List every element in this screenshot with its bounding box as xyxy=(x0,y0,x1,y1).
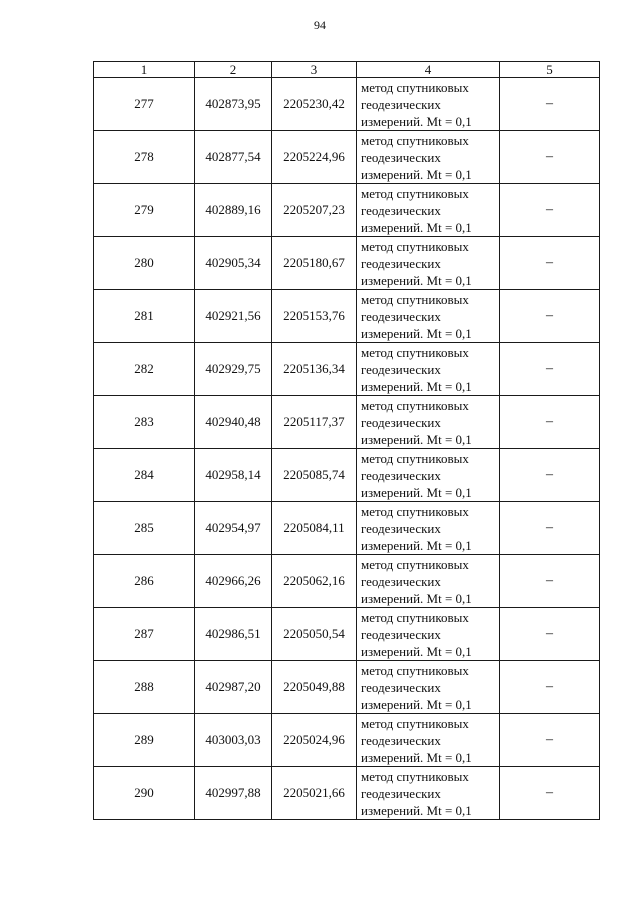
method-line: геодезических xyxy=(361,255,441,271)
point-number-cell: 288 xyxy=(94,661,195,714)
y-coordinate-cell: 2205153,76 xyxy=(272,290,357,343)
y-coordinate-cell: 2205207,23 xyxy=(272,184,357,237)
point-number-cell: 285 xyxy=(94,502,195,555)
coordinates-table xyxy=(93,61,600,820)
table-row xyxy=(94,237,600,290)
x-coordinate-cell: 402997,88 xyxy=(195,767,272,820)
method-line: метод спутниковых xyxy=(361,609,469,625)
point-number-cell: 287 xyxy=(94,608,195,661)
method-cell xyxy=(357,343,500,396)
method-line: измерений. Mt = 0,1 xyxy=(361,749,472,765)
table-header-row xyxy=(94,62,600,78)
table-row xyxy=(94,608,600,661)
note-cell: – xyxy=(500,661,600,714)
y-coordinate-cell: 2205230,42 xyxy=(272,78,357,131)
method-cell xyxy=(357,290,500,343)
point-number-cell: 277 xyxy=(94,78,195,131)
y-coordinate-cell: 2205049,88 xyxy=(272,661,357,714)
method-cell xyxy=(357,502,500,555)
method-line: измерений. Mt = 0,1 xyxy=(361,537,472,553)
method-line: измерений. Mt = 0,1 xyxy=(361,113,472,129)
method-cell xyxy=(357,131,500,184)
note-cell: – xyxy=(500,608,600,661)
table-row xyxy=(94,449,600,502)
point-number-cell: 280 xyxy=(94,237,195,290)
table-row xyxy=(94,396,600,449)
method-line: метод спутниковых xyxy=(361,662,469,678)
method-line: метод спутниковых xyxy=(361,79,469,95)
table-row xyxy=(94,767,600,820)
y-coordinate-cell: 2205084,11 xyxy=(272,502,357,555)
method-line: измерений. Mt = 0,1 xyxy=(361,484,472,500)
y-coordinate-cell: 2205136,34 xyxy=(272,343,357,396)
note-cell: – xyxy=(500,449,600,502)
method-line: геодезических xyxy=(361,520,441,536)
x-coordinate-cell: 402889,16 xyxy=(195,184,272,237)
method-cell xyxy=(357,661,500,714)
point-number-cell: 279 xyxy=(94,184,195,237)
method-line: метод спутниковых xyxy=(361,132,469,148)
note-cell: – xyxy=(500,767,600,820)
method-line: геодезических xyxy=(361,732,441,748)
y-coordinate-cell: 2205117,37 xyxy=(272,396,357,449)
method-line: метод спутниковых xyxy=(361,185,469,201)
table-row xyxy=(94,555,600,608)
table-row xyxy=(94,78,600,131)
table-row xyxy=(94,131,600,184)
x-coordinate-cell: 402958,14 xyxy=(195,449,272,502)
table-row xyxy=(94,714,600,767)
point-number-cell: 289 xyxy=(94,714,195,767)
method-line: геодезических xyxy=(361,626,441,642)
method-line: геодезических xyxy=(361,308,441,324)
method-line: измерений. Mt = 0,1 xyxy=(361,590,472,606)
method-line: геодезических xyxy=(361,785,441,801)
method-line: метод спутниковых xyxy=(361,556,469,572)
method-cell xyxy=(357,449,500,502)
method-line: метод спутниковых xyxy=(361,397,469,413)
page-number: 94 xyxy=(314,18,326,32)
method-cell xyxy=(357,555,500,608)
method-line: геодезических xyxy=(361,573,441,589)
note-cell: – xyxy=(500,502,600,555)
header-col-1: 1 xyxy=(94,62,195,78)
method-line: геодезических xyxy=(361,414,441,430)
y-coordinate-cell: 2205180,67 xyxy=(272,237,357,290)
note-cell: – xyxy=(500,714,600,767)
note-cell: – xyxy=(500,290,600,343)
y-coordinate-cell: 2205062,16 xyxy=(272,555,357,608)
method-line: метод спутниковых xyxy=(361,450,469,466)
method-line: измерений. Mt = 0,1 xyxy=(361,219,472,235)
x-coordinate-cell: 402877,54 xyxy=(195,131,272,184)
table-row xyxy=(94,343,600,396)
x-coordinate-cell: 402966,26 xyxy=(195,555,272,608)
method-line: метод спутниковых xyxy=(361,238,469,254)
note-cell: – xyxy=(500,343,600,396)
method-cell xyxy=(357,396,500,449)
method-line: метод спутниковых xyxy=(361,768,469,784)
method-line: геодезических xyxy=(361,202,441,218)
method-line: геодезических xyxy=(361,149,441,165)
method-line: измерений. Mt = 0,1 xyxy=(361,325,472,341)
point-number-cell: 284 xyxy=(94,449,195,502)
header-col-4: 4 xyxy=(357,62,500,78)
method-line: измерений. Mt = 0,1 xyxy=(361,802,472,818)
point-number-cell: 283 xyxy=(94,396,195,449)
method-line: измерений. Mt = 0,1 xyxy=(361,378,472,394)
method-cell xyxy=(357,184,500,237)
table-body xyxy=(94,78,600,820)
x-coordinate-cell: 403003,03 xyxy=(195,714,272,767)
method-cell xyxy=(357,78,500,131)
table-row xyxy=(94,184,600,237)
method-line: метод спутниковых xyxy=(361,291,469,307)
note-cell: – xyxy=(500,78,600,131)
point-number-cell: 286 xyxy=(94,555,195,608)
point-number-cell: 282 xyxy=(94,343,195,396)
method-cell xyxy=(357,714,500,767)
note-cell: – xyxy=(500,555,600,608)
note-cell: – xyxy=(500,184,600,237)
method-line: измерений. Mt = 0,1 xyxy=(361,431,472,447)
method-line: измерений. Mt = 0,1 xyxy=(361,272,472,288)
x-coordinate-cell: 402929,75 xyxy=(195,343,272,396)
method-line: измерений. Mt = 0,1 xyxy=(361,643,472,659)
x-coordinate-cell: 402905,34 xyxy=(195,237,272,290)
x-coordinate-cell: 402954,97 xyxy=(195,502,272,555)
method-line: геодезических xyxy=(361,96,441,112)
method-cell xyxy=(357,237,500,290)
method-line: геодезических xyxy=(361,467,441,483)
note-cell: – xyxy=(500,131,600,184)
point-number-cell: 278 xyxy=(94,131,195,184)
method-line: метод спутниковых xyxy=(361,503,469,519)
header-col-3: 3 xyxy=(272,62,357,78)
x-coordinate-cell: 402940,48 xyxy=(195,396,272,449)
note-cell: – xyxy=(500,237,600,290)
method-line: метод спутниковых xyxy=(361,344,469,360)
table-row xyxy=(94,290,600,343)
x-coordinate-cell: 402987,20 xyxy=(195,661,272,714)
method-line: геодезических xyxy=(361,679,441,695)
x-coordinate-cell: 402921,56 xyxy=(195,290,272,343)
method-line: геодезических xyxy=(361,361,441,377)
y-coordinate-cell: 2205050,54 xyxy=(272,608,357,661)
header-col-5: 5 xyxy=(500,62,600,78)
y-coordinate-cell: 2205021,66 xyxy=(272,767,357,820)
y-coordinate-cell: 2205085,74 xyxy=(272,449,357,502)
y-coordinate-cell: 2205224,96 xyxy=(272,131,357,184)
table-row xyxy=(94,502,600,555)
method-line: измерений. Mt = 0,1 xyxy=(361,166,472,182)
point-number-cell: 290 xyxy=(94,767,195,820)
header-col-2: 2 xyxy=(195,62,272,78)
method-cell xyxy=(357,608,500,661)
method-cell xyxy=(357,767,500,820)
point-number-cell: 281 xyxy=(94,290,195,343)
x-coordinate-cell: 402873,95 xyxy=(195,78,272,131)
x-coordinate-cell: 402986,51 xyxy=(195,608,272,661)
method-line: метод спутниковых xyxy=(361,715,469,731)
note-cell: – xyxy=(500,396,600,449)
y-coordinate-cell: 2205024,96 xyxy=(272,714,357,767)
table-row xyxy=(94,661,600,714)
method-line: измерений. Mt = 0,1 xyxy=(361,696,472,712)
